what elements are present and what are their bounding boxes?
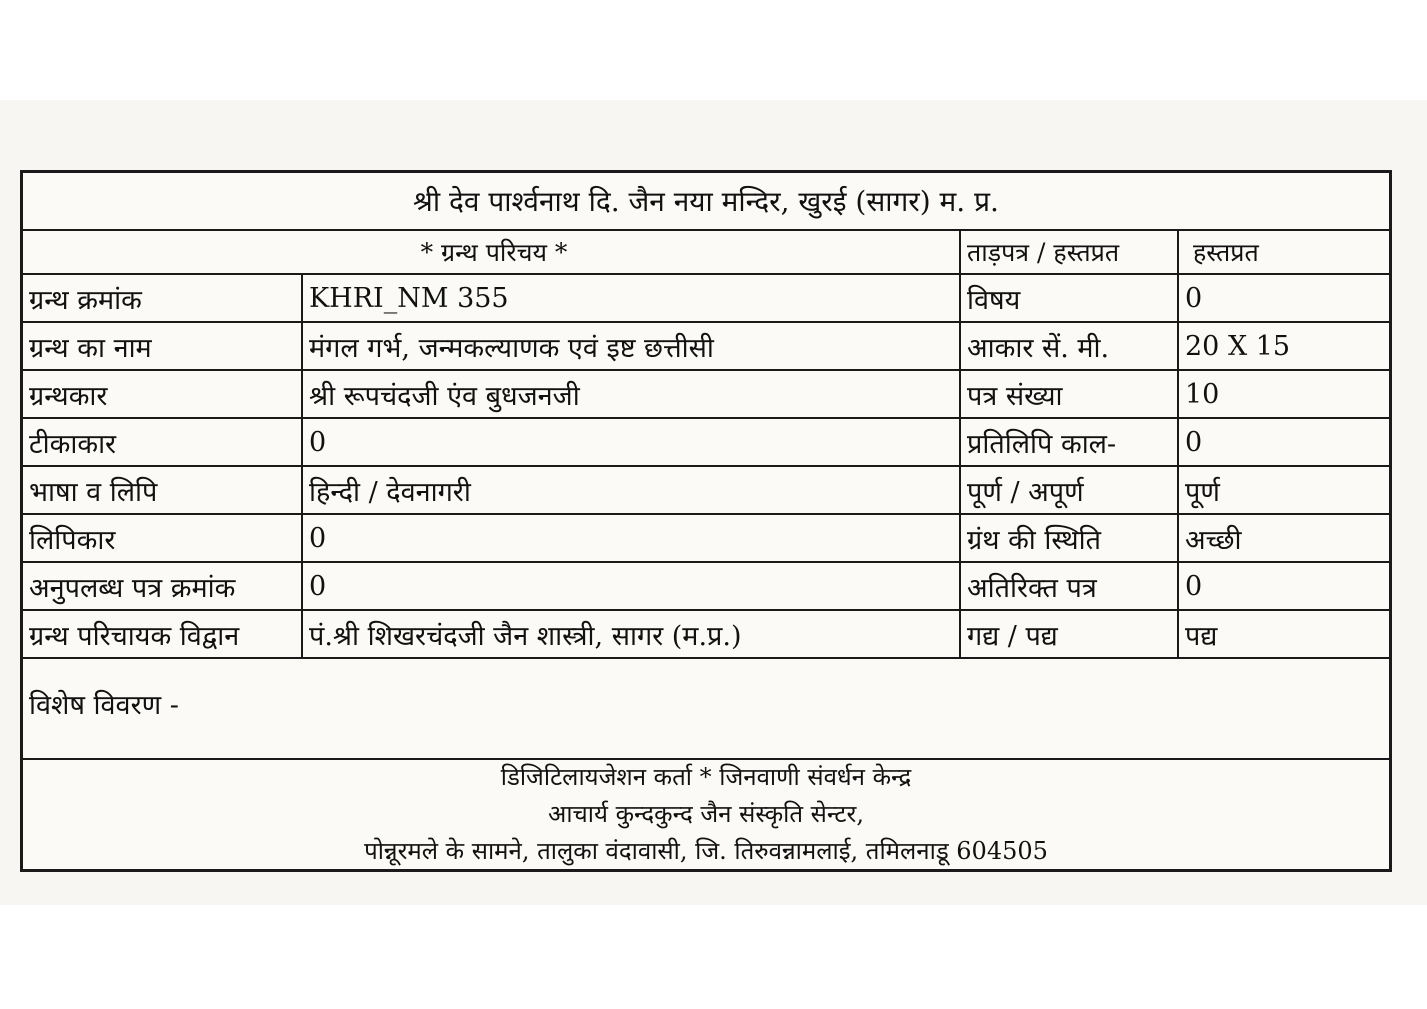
row-label: अनुपलब्ध पत्र क्रमांक — [29, 572, 236, 604]
row-label-2: आकार सें. मी. — [959, 323, 1177, 369]
row-label: ग्रन्थ परिचायक विद्वान — [29, 620, 240, 652]
row-value: 0 — [301, 563, 959, 609]
row-value-2: 0 — [1177, 275, 1389, 321]
material-label: ताड़पत्र / हस्तप्रत — [959, 231, 1177, 273]
row-label: ग्रन्थकार — [29, 380, 108, 412]
title-row — [23, 173, 1389, 231]
manuscript-info-card — [20, 170, 1392, 872]
row-label: भाषा व लिपि — [29, 476, 158, 508]
material-value: हस्तप्रत — [1177, 231, 1389, 273]
section-label: * ग्रन्थ परिचय * — [420, 238, 568, 267]
footer-line-2: आचार्य कुन्दकुन्द जैन संस्कृति सेन्टर, — [548, 800, 864, 828]
row-value: पं.श्री शिखरचंदजी जैन शास्त्री, सागर (म.प्र.) — [301, 611, 959, 657]
row-label: ग्रन्थ का नाम — [29, 332, 152, 364]
info-row — [23, 323, 1389, 371]
row-label-2: पूर्ण / अपूर्ण — [959, 467, 1177, 513]
row-value: मंगल गर्भ, जन्मकल्याणक एवं इष्ट छत्तीसी — [301, 323, 959, 369]
row-label-2: प्रतिलिपि काल- — [959, 419, 1177, 465]
row-value: 0 — [301, 419, 959, 465]
row-value-2: पद्य — [1177, 611, 1389, 657]
row-value-2: अच्छी — [1177, 515, 1389, 561]
info-row — [23, 371, 1389, 419]
row-label-2: पत्र संख्या — [959, 371, 1177, 417]
row-value-2: 0 — [1177, 419, 1389, 465]
footer-line-3: पोन्नूरमले के सामने, तालुका वंदावासी, जि. तिरुवन्नामलाई, तमिलनाडू 604505 — [364, 837, 1048, 865]
row-value: KHRI_NM 355 — [301, 275, 959, 321]
row-value-2: पूर्ण — [1177, 467, 1389, 513]
row-label-2: गद्य / पद्य — [959, 611, 1177, 657]
row-label-2: अतिरिक्त पत्र — [959, 563, 1177, 609]
special-details-label: विशेष विवरण - — [29, 689, 179, 721]
info-row — [23, 563, 1389, 611]
footer-line-1: डिजिटिलायजेशन कर्ता * जिनवाणी संवर्धन केन्द्र — [500, 763, 912, 791]
row-value: हिन्दी / देवनागरी — [301, 467, 959, 513]
row-label-2: ग्रंथ की स्थिति — [959, 515, 1177, 561]
info-row — [23, 467, 1389, 515]
row-value-2: 10 — [1177, 371, 1389, 417]
info-row — [23, 611, 1389, 659]
row-label-2: विषय — [959, 275, 1177, 321]
temple-title: श्री देव पार्श्वनाथ दि. जैन नया मन्दिर, खुरई (सागर) म. प्र. — [413, 185, 999, 218]
row-label: लिपिकार — [29, 524, 116, 556]
info-row — [23, 275, 1389, 323]
footer-block — [23, 758, 1389, 869]
row-label: टीकाकार — [29, 428, 117, 460]
row-label: ग्रन्थ क्रमांक — [29, 284, 142, 316]
row-value: 0 — [301, 515, 959, 561]
info-row — [23, 419, 1389, 467]
info-row — [23, 515, 1389, 563]
row-value: श्री रूपचंदजी एंव बुधजनजी — [301, 371, 959, 417]
section-header-row — [23, 231, 1389, 275]
row-value-2: 20 X 15 — [1177, 323, 1389, 369]
row-value-2: 0 — [1177, 563, 1389, 609]
